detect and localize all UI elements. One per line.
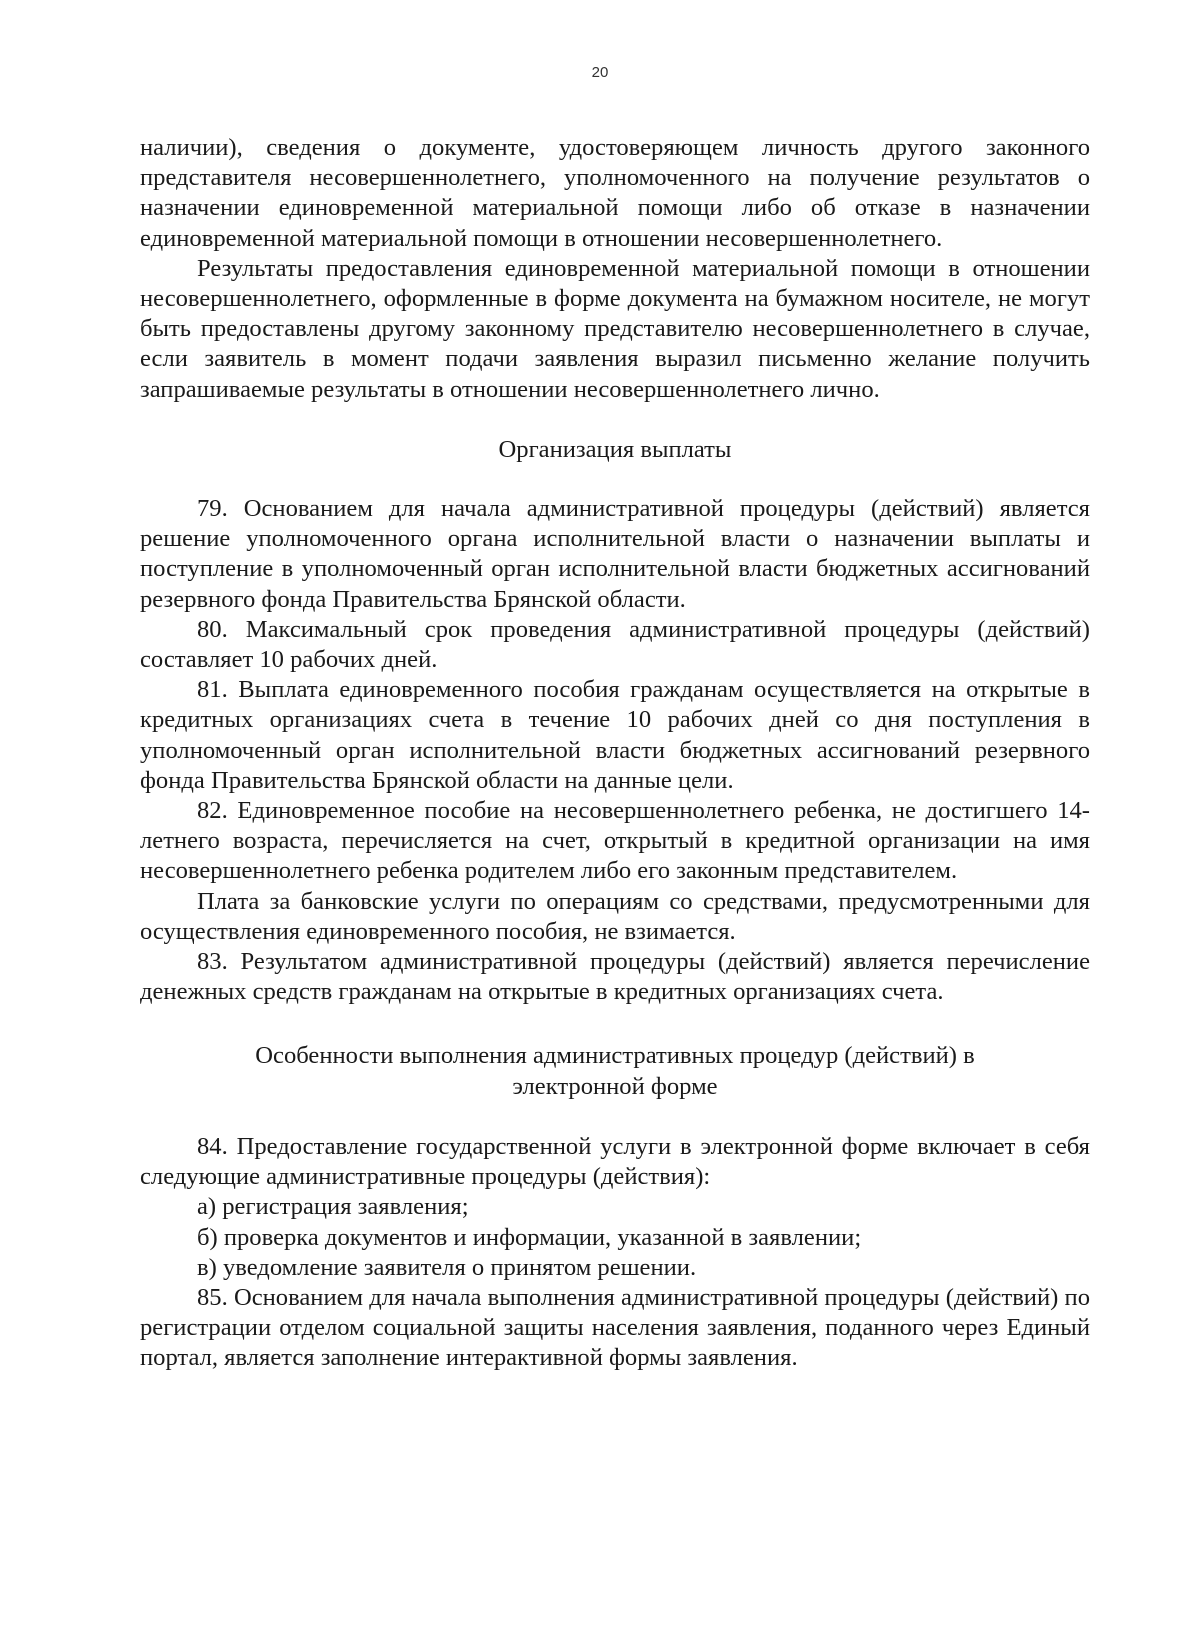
paragraph-continuation: наличии), сведения о документе, удостоверяющем личность другого законного представителя несовершеннолетнего, уполномоченного на получение результатов о назначении единовременной материальной помощи либо об отказе в назначении единовременной материальной помощи в отношении несовершеннолетнего. — [140, 134, 1090, 252]
clause-83: 83. Результатом административной процедуры (действий) является перечисление денежных средств гражданам на открытые в кредитных организациях счета. — [140, 948, 1090, 1006]
clause-85: 85. Основанием для начала выполнения административной процедуры (действий) по регистрации отделом социальной защиты населения заявления, поданного через Единый портал, является заполнение интерактивной формы заявления. — [140, 1283, 1090, 1372]
clause-80: 80. Максимальный срок проведения административной процедуры (действий) составляет 10 рабочих дней. — [140, 615, 1090, 674]
clause-82-bank-fee: Плата за банковские услуги по операциям со средствами, предусмотренными для осуществления единовременного пособия, не взимается. — [140, 887, 1090, 945]
section-heading-payment-organization: Организация выплаты — [498, 435, 732, 463]
clause-84: 84. Предоставление государственной услуги в электронной форме включает в себя следующие административные процедуры (действия): — [140, 1132, 1090, 1191]
document-body — [140, 133, 1090, 1374]
section-heading-electronic-line2: электронной форме — [512, 1072, 718, 1100]
clause-79: 79. Основанием для начала административной процедуры (действий) является решение уполномоченного органа исполнительной власти о назначении выплаты и поступление в уполномоченный орган исполнительной власти бюджетных ассигнований резервного фонда Правительства Брянской области. — [140, 495, 1090, 613]
list-item-a: а) регистрация заявления; — [197, 1193, 469, 1221]
page-number: 20 — [591, 64, 609, 81]
paragraph-results: Результаты предоставления единовременной материальной помощи в отношении несовершеннолетнего, оформленные в форме документа на бумажном носителе, не могут быть предоставлены другому законному представителю несовершеннолетнего в случае, если заявитель в момент подачи заявления выразил письменно желание получить запрашиваемые результаты в отношении несовершеннолетнего лично. — [140, 254, 1090, 403]
clause-82: 82. Единовременное пособие на несовершеннолетнего ребенка, не достигшего 14-летнего возраста, перечисляется на счет, открытый в кредитной организации на имя несовершеннолетнего ребенка родителем либо его законным представителем. — [140, 797, 1090, 885]
section-heading-electronic-line1: Особенности выполнения административных процедур (действий) в — [255, 1042, 975, 1070]
list-item-c: в) уведомление заявителя о принятом решении. — [197, 1253, 697, 1281]
clause-81: 81. Выплата единовременного пособия гражданам осуществляется на открытые в кредитных организациях счета в течение 10 рабочих дней со дня поступления в уполномоченный орган исполнительной власти бюджетных ассигнований резервного фонда Правительства Брянской области на данные цели. — [140, 676, 1090, 794]
list-item-b: б) проверка документов и информации, указанной в заявлении; — [197, 1223, 862, 1251]
